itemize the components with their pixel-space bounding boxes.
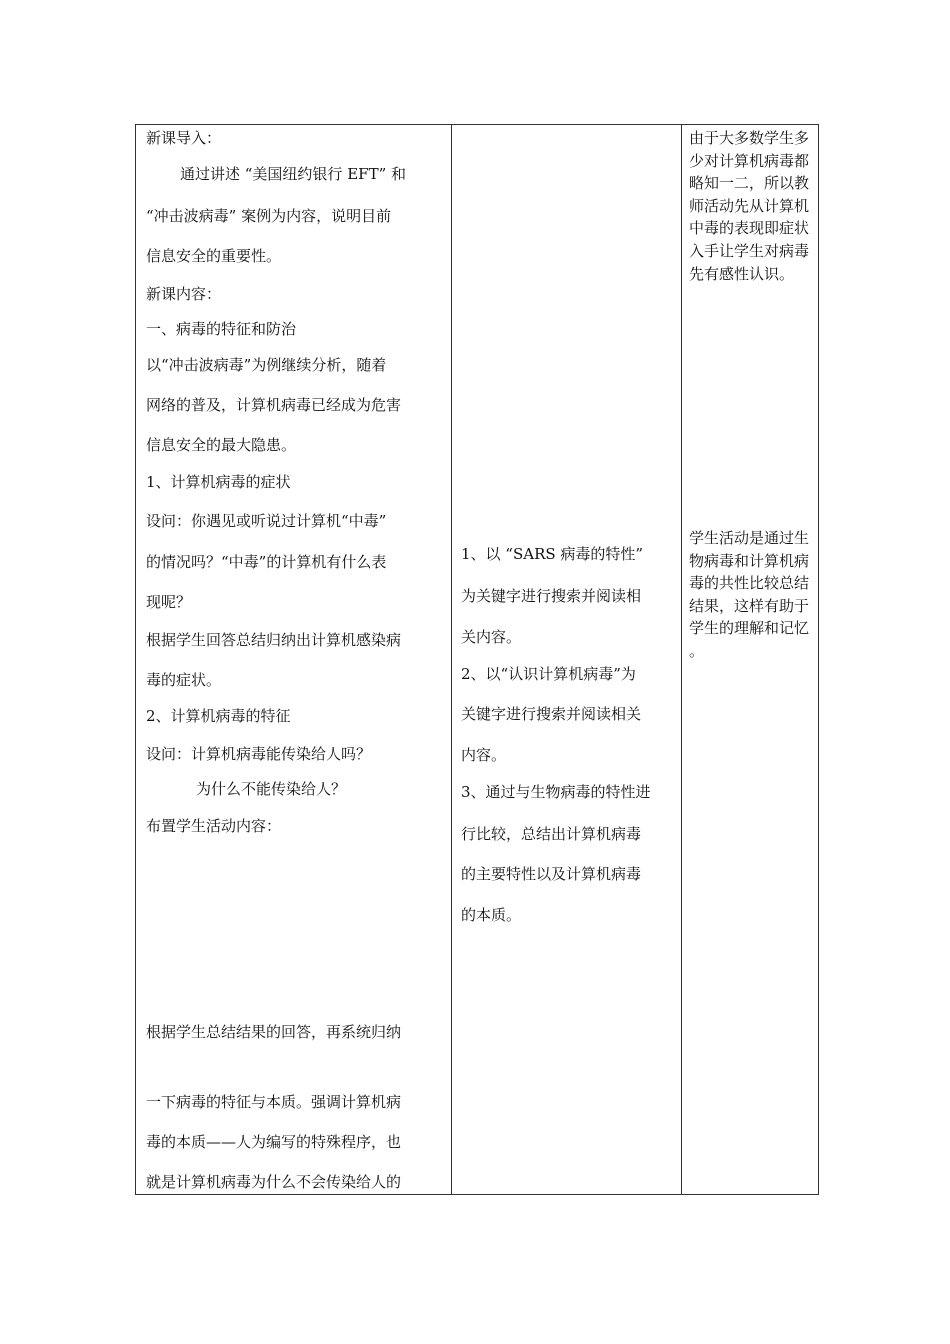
paragraph-line: 就是计算机病毒为什么不会传染给人的 xyxy=(146,1173,402,1191)
paragraph-line: 网络的普及，计算机病毒已经成为危害 xyxy=(146,396,402,414)
activity-line: 内容。 xyxy=(461,746,507,764)
paragraph-line: 为什么不能传染给人？ xyxy=(196,780,347,798)
paragraph-line: 通过讲述 “美国纽约银行 EFT” 和 xyxy=(180,165,407,183)
activity-line: 2、以“认识计算机病毒”为 xyxy=(461,665,636,683)
paragraph-line: 根据学生总结结果的回答，再系统归纳 xyxy=(146,1023,402,1041)
activity-line: 关键字进行搜索并阅读相关 xyxy=(461,705,642,723)
paragraph-line: 毒的本质——人为编写的特殊程序，也 xyxy=(146,1133,402,1151)
student-activity-cell xyxy=(461,125,676,1194)
section-heading: 新课内容： xyxy=(146,285,222,303)
paragraph-line: 根据学生回答总结归纳出计算机感染病 xyxy=(146,631,402,649)
subsection-heading: 1、计算机病毒的症状 xyxy=(146,473,291,491)
design-note: 由于大多数学生多少对计算机病毒都略知一二，所以教师活动先从计算机中毒的表现即症状入手让学生对病毒先有感性认识。 xyxy=(689,129,810,283)
activity-line: 行比较，总结出计算机病毒 xyxy=(461,825,642,843)
paragraph-line: 设问：计算机病毒能传染给人吗？ xyxy=(146,745,372,763)
subsection-heading: 一、病毒的特征和防治 xyxy=(146,320,297,338)
column-divider xyxy=(451,125,452,1194)
column-divider xyxy=(681,125,682,1194)
activity-line: 1、以 “SARS 病毒的特性” xyxy=(461,545,644,563)
activity-line: 的主要特性以及计算机病毒 xyxy=(461,865,642,883)
paragraph-line: 布置学生活动内容： xyxy=(146,817,282,835)
activity-line: 为关键字进行搜索并阅读相 xyxy=(461,587,642,605)
teaching-content-cell xyxy=(146,125,446,1194)
subsection-heading: 2、计算机病毒的特征 xyxy=(146,707,291,725)
design-note: 学生活动是通过生物病毒和计算机病毒的共性比较总结结果，这样有助于学生的理解和记忆 。 xyxy=(689,529,810,660)
activity-line: 关内容。 xyxy=(461,628,522,646)
paragraph-line: 的情况吗？“中毒”的计算机有什么表 xyxy=(146,553,387,571)
activity-line: 3、通过与生物病毒的特性进 xyxy=(461,783,651,801)
paragraph-line: 设问：你遇见或听说过计算机“中毒” xyxy=(146,512,387,530)
lesson-plan-table xyxy=(135,124,819,1195)
activity-line: 的本质。 xyxy=(461,906,522,924)
paragraph-line: 现呢？ xyxy=(146,593,192,611)
paragraph-line: “冲击波病毒” 案例为内容，说明目前 xyxy=(146,207,392,225)
section-heading: 新课导入： xyxy=(146,129,222,147)
paragraph-line: 以“冲击波病毒”为例继续分析，随着 xyxy=(146,356,387,374)
design-notes-cell xyxy=(689,125,813,1194)
paragraph-line: 信息安全的重要性。 xyxy=(146,247,282,265)
paragraph-line: 信息安全的最大隐患。 xyxy=(146,436,297,454)
paragraph-line: 一下病毒的特征与本质。强调计算机病 xyxy=(146,1093,402,1111)
paragraph-line: 毒的症状。 xyxy=(146,671,222,689)
